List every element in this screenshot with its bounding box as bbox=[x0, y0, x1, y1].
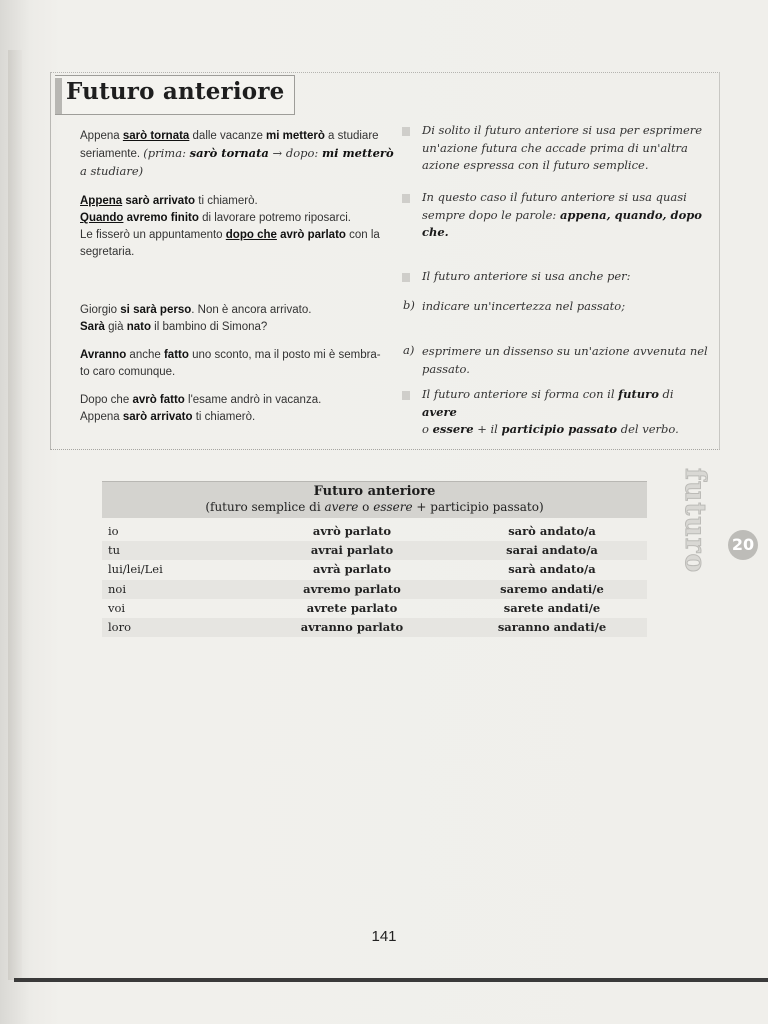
example-2: Appena sarò arrivato ti chiamerò. Quando avremo finito di lavorare potremo riposarci. Le fisserò un appuntamento dopo che avrò parlato con la segretaria. bbox=[80, 195, 380, 258]
page-bottom-rule bbox=[14, 978, 768, 982]
essere-cell: saremo andati/e bbox=[500, 582, 604, 596]
pronoun-cell: loro bbox=[108, 620, 132, 634]
rule-2: In questo caso il futuro anteriore si usa quasi sempre dopo le parole: appena, quando, dopo che. bbox=[422, 190, 702, 239]
bullet-marker bbox=[402, 194, 410, 203]
bullet-marker bbox=[402, 127, 410, 136]
title-accent-bar bbox=[55, 78, 62, 114]
bullet-marker bbox=[402, 273, 410, 282]
table-row bbox=[102, 599, 647, 618]
bullet-marker bbox=[402, 391, 410, 400]
list-marker-a: a) bbox=[403, 343, 415, 357]
table-title: Futuro anteriore bbox=[313, 484, 436, 499]
rule-5: esprimere un dissenso su un'azione avvenuta nel passato. bbox=[422, 344, 708, 376]
pronoun-cell: io bbox=[108, 524, 119, 538]
pronoun-cell: voi bbox=[108, 601, 126, 615]
pronoun-cell: noi bbox=[108, 582, 127, 596]
page-edge-shadow bbox=[8, 50, 22, 980]
avere-cell: avremo parlato bbox=[303, 582, 401, 596]
avere-cell: avrete parlato bbox=[306, 601, 398, 615]
avere-cell: avranno parlato bbox=[300, 620, 404, 634]
example-5: Dopo che avrò fatto l'esame andrò in vacanza. Appena sarò arrivato ti chiamerò. bbox=[80, 394, 322, 423]
table-row bbox=[102, 522, 647, 541]
table-row bbox=[102, 618, 647, 637]
essere-cell: sarà andato/a bbox=[508, 562, 596, 576]
essere-cell: sarai andato/a bbox=[506, 543, 598, 557]
page-number: 141 bbox=[371, 928, 397, 945]
pronoun-cell: tu bbox=[108, 543, 121, 557]
avere-cell: avrò parlato bbox=[312, 524, 392, 538]
rule-6: Il futuro anteriore si forma con il futuro di avere o essere + il participio passato del verbo. bbox=[422, 387, 679, 436]
table-row bbox=[102, 541, 647, 560]
example-1: Appena sarò tornata dalle vacanze mi metterò a studiare seriamente. (prima: sarò tornata → dopo: mi metterò a studiare) bbox=[80, 130, 394, 178]
avere-cell: avrà parlato bbox=[312, 562, 391, 576]
table-row bbox=[102, 560, 647, 579]
avere-cell: avrai parlato bbox=[310, 543, 394, 557]
rule-4: indicare un'incertezza nel passato; bbox=[422, 299, 626, 313]
rule-1: Di solito il futuro anteriore si usa per esprimere un'azione futura che accade prima di un'altra azione espressa con il futuro semplice. bbox=[422, 123, 703, 172]
example-3: Giorgio si sarà perso. Non è ancora arrivato. Sarà già nato il bambino di Simona? bbox=[80, 304, 312, 333]
list-marker-b: b) bbox=[403, 298, 415, 312]
table-row bbox=[102, 580, 647, 599]
table-subtitle: (futuro semplice di avere o essere + participio passato) bbox=[205, 500, 544, 514]
essere-cell: sarete andati/e bbox=[503, 601, 601, 615]
chapter-number-badge: 20 bbox=[728, 530, 758, 560]
page-title: Futuro anteriore bbox=[66, 78, 285, 105]
chapter-side-label: futuro bbox=[679, 468, 712, 574]
pronoun-cell: lui/lei/Lei bbox=[108, 562, 163, 576]
rule-3: Il futuro anteriore si usa anche per: bbox=[422, 269, 631, 283]
example-4: Avranno anche fatto uno sconto, ma il posto mi è sembra- to caro comunque. bbox=[80, 349, 381, 378]
essere-cell: saranno andati/e bbox=[497, 620, 607, 634]
essere-cell: sarò andato/a bbox=[508, 524, 596, 538]
